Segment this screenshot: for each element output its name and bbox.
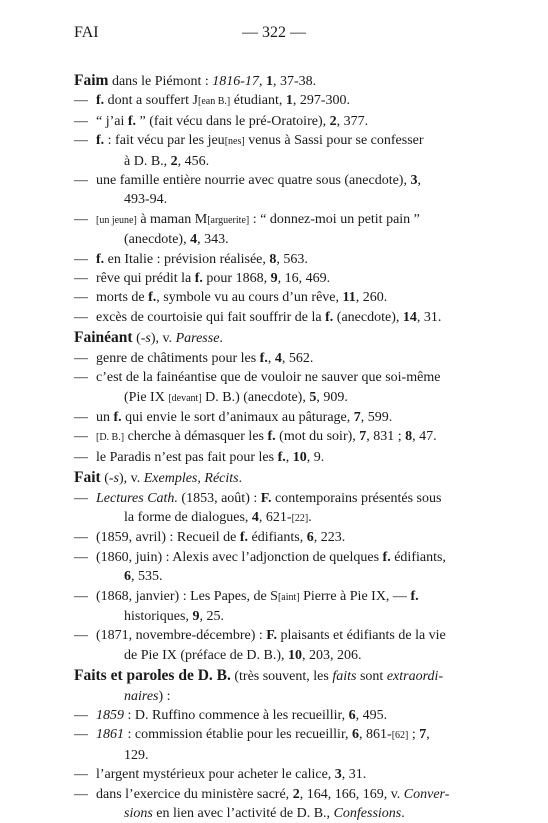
bold-text: f.: [277, 449, 286, 465]
bold-text: 6: [348, 708, 356, 723]
index-continuation-line: [74, 567, 472, 586]
index-subentry-line: [74, 427, 472, 447]
text-run: , 377.: [336, 113, 369, 129]
em-dash: —: [74, 449, 88, 465]
italic-text: 1816-17: [212, 74, 259, 89]
bracket-abbrev: [62]: [391, 730, 409, 742]
text-run: étudiant,: [230, 93, 286, 109]
bracket-abbrev: [un jeune]: [96, 214, 137, 226]
bold-text: f.: [96, 93, 105, 109]
index-subentry-line: [74, 626, 472, 645]
bold-text: 9: [270, 271, 278, 287]
index-subentry-line: [74, 785, 472, 804]
text-run: ” (fait vécu dans le pré-Oratoire),: [136, 113, 330, 129]
italic-text: s: [145, 331, 151, 347]
em-dash: —: [74, 767, 88, 783]
text-run: contemporains présentés sous: [271, 490, 442, 506]
bold-text: 9: [192, 608, 200, 624]
text-run: (1859, avril) : Recueil de: [96, 530, 240, 546]
bold-text: 7: [359, 429, 367, 445]
index-continuation-line: [74, 646, 472, 665]
bold-text: 6: [352, 727, 360, 743]
text-run: ,: [197, 471, 205, 487]
text-run: (1860, juin) : Alexis avec l’adjonction de quelques: [96, 549, 383, 565]
bold-text: f.: [410, 588, 419, 604]
bracket-abbrev: [22]: [291, 512, 309, 524]
page-header: [74, 24, 474, 44]
bold-text: 1: [265, 74, 273, 89]
text-run: (mot du soir),: [275, 429, 360, 445]
text-run: la forme de dialogues,: [124, 509, 252, 525]
italic-text: sions: [124, 806, 153, 822]
text-run: plaisants et édifiants de la vie: [277, 628, 446, 644]
index-subentry-line: [74, 288, 472, 307]
text-run: , 563.: [276, 251, 308, 267]
index-subentry-line: [74, 548, 472, 567]
running-head: FAI: [74, 24, 99, 41]
text-run: (1868, janvier) : Les Papes, de S: [96, 588, 278, 604]
bold-text: 2: [170, 153, 178, 169]
index-headword-line: [74, 328, 472, 348]
text-run: , 831 ;: [366, 429, 406, 445]
text-run: , 861-: [359, 727, 392, 743]
text-run: .: [401, 806, 405, 822]
text-run: venus à Sassi pour se confesser: [244, 133, 424, 149]
bold-text: 1: [285, 93, 293, 109]
italic-text: Confessions: [333, 806, 402, 822]
index-subentry-line: [74, 706, 472, 725]
text-run: dans l’exercice du ministère sacré,: [96, 786, 293, 802]
text-run: ;: [408, 727, 420, 743]
index-continuation-line: [74, 152, 472, 171]
text-run: à maman M: [136, 211, 208, 227]
bold-text: f.: [148, 290, 157, 306]
index-headword-line: [74, 71, 472, 91]
index-subentry-line: [74, 308, 472, 327]
text-run: ,: [426, 727, 430, 743]
italic-text: faits: [332, 669, 357, 685]
bold-text: 6: [124, 569, 131, 585]
bold-text: F.: [260, 490, 272, 506]
bold-text: f.: [325, 309, 334, 325]
bold-text: Faim: [74, 72, 109, 89]
italic-text: s: [113, 471, 119, 487]
text-run: , 31.: [341, 767, 367, 783]
bold-text: 6: [306, 530, 314, 546]
bracket-abbrev: [devant]: [168, 392, 202, 404]
italic-text: 1859: [96, 708, 124, 723]
index-subentry-line: [74, 171, 472, 190]
text-run: , 47.: [412, 429, 437, 445]
text-run: (1853, août) :: [177, 490, 261, 506]
index-subentry-line: [74, 448, 472, 467]
text-run: édifiants,: [390, 549, 446, 565]
bold-text: 4: [190, 232, 198, 248]
italic-text: 1861: [96, 727, 124, 743]
text-run: dont a souffert J: [104, 93, 199, 109]
em-dash: —: [74, 251, 88, 267]
text-run: le Paradis n’est pas fait pour les: [96, 449, 278, 465]
text-run: qui envie le sort d’animaux au pâturage,: [121, 409, 354, 425]
text-run: .: [308, 509, 312, 525]
index-subentry-line: [74, 250, 472, 269]
bold-text: 10: [288, 647, 303, 663]
bold-text: Fait: [74, 469, 101, 487]
index-continuation-line: [74, 804, 472, 823]
text-run: un: [96, 409, 114, 425]
em-dash: —: [74, 708, 88, 723]
em-dash: —: [74, 370, 88, 386]
bold-text: f.: [194, 271, 203, 287]
italic-text: Conver-: [403, 786, 450, 802]
em-dash: —: [74, 290, 88, 306]
page-number: — 322 —: [242, 24, 306, 41]
text-run: , 343.: [197, 232, 229, 248]
em-dash: —: [74, 530, 88, 546]
text-run: (-: [100, 471, 114, 487]
text-run: , 456.: [177, 153, 210, 169]
italic-text: Exemples: [143, 471, 198, 487]
text-run: .: [238, 471, 243, 487]
index-subentry-line: [74, 528, 472, 547]
index-subentry-line: [74, 765, 472, 784]
em-dash: —: [74, 113, 88, 129]
text-run: , symbole vu au cours d’un rêve,: [156, 290, 343, 306]
em-dash: —: [74, 786, 88, 802]
bold-text: 7: [419, 727, 427, 743]
text-run: dans le Piémont :: [108, 74, 213, 89]
text-run: , 621-: [258, 509, 292, 525]
text-run: , 599.: [360, 409, 393, 425]
text-run: (-: [132, 331, 146, 347]
text-run: , 37-38.: [272, 74, 317, 89]
italic-text: Lectures Cath.: [96, 490, 178, 506]
index-continuation-line: [74, 607, 472, 626]
bracket-abbrev: [nes]: [224, 136, 245, 148]
text-run: de Pie IX (préface de D. B.),: [124, 647, 289, 663]
index-continuation-line: [74, 190, 472, 209]
index-entries: [74, 71, 472, 823]
em-dash: —: [74, 211, 88, 227]
bracket-abbrev: [aint]: [277, 591, 300, 603]
index-subentry-line: [74, 131, 472, 151]
text-run: genre de châtiments pour les: [96, 350, 260, 366]
text-run: sont: [356, 669, 387, 685]
text-run: une famille entière nourrie avec quatre sous (anecdote),: [96, 173, 411, 189]
bold-text: F.: [266, 628, 278, 644]
text-run: (Pie IX: [124, 389, 169, 405]
em-dash: —: [74, 271, 88, 287]
bold-text: Fainéant: [74, 329, 133, 347]
bold-text: 5: [309, 389, 317, 405]
bold-text: 3: [410, 173, 418, 189]
text-run: cherche à démasquer les: [124, 429, 268, 445]
italic-text: extraordi-: [386, 669, 444, 685]
italic-text: Paresse: [175, 331, 220, 347]
index-subentry-line: [74, 349, 472, 368]
index-subentry-line: [74, 408, 472, 427]
em-dash: —: [74, 549, 88, 565]
text-run: , 297-300.: [292, 93, 351, 109]
text-run: 493-94.: [124, 192, 168, 208]
index-headword-line: [74, 468, 472, 488]
text-run: : fait vécu par les jeu: [104, 133, 225, 149]
text-run: , 495.: [355, 708, 388, 723]
em-dash: —: [74, 133, 88, 149]
em-dash: —: [74, 409, 88, 425]
italic-text: naires: [124, 688, 159, 704]
index-continuation-line: [74, 230, 472, 249]
index-subentry-line: [74, 91, 472, 111]
text-run: ), v.: [118, 471, 144, 487]
text-run: , 164, 166, 169, v.: [299, 786, 404, 802]
text-run: c’est de la fainéantise que de vouloir ne sauver que soi-même: [96, 370, 441, 386]
bold-text: 4: [274, 350, 282, 366]
bold-text: 11: [342, 290, 356, 306]
bold-text: 8: [405, 429, 413, 445]
text-run: : “ donnez-moi un petit pain ”: [249, 211, 420, 227]
text-run: , 25.: [199, 608, 224, 624]
bold-text: f.: [127, 113, 137, 129]
text-run: ,: [417, 173, 421, 189]
text-run: , 9.: [306, 449, 325, 465]
index-subentry-line: [74, 210, 472, 230]
em-dash: —: [74, 173, 88, 189]
index-continuation-line: [74, 687, 472, 706]
text-run: l’argent mystérieux pour acheter le calice,: [96, 767, 335, 783]
em-dash: —: [74, 727, 88, 743]
text-run: en Italie : prévision réalisée,: [104, 251, 270, 267]
bold-text: 14: [402, 309, 417, 325]
text-run: (anecdote),: [124, 232, 191, 248]
index-subentry-line: [74, 269, 472, 288]
text-run: ,: [285, 449, 293, 465]
bold-text: Faits et paroles de D. B.: [74, 667, 231, 685]
bold-text: 8: [269, 251, 277, 267]
bracket-abbrev: [D. B.]: [96, 432, 125, 444]
text-run: ) :: [158, 688, 171, 704]
text-run: , 535.: [131, 569, 163, 585]
text-run: , 16, 469.: [277, 271, 331, 287]
text-run: pour 1868,: [202, 271, 271, 287]
index-subentry-line: [74, 112, 472, 131]
text-run: ), v.: [150, 331, 176, 347]
bold-text: f.: [267, 429, 276, 445]
index-subentry-line: [74, 725, 472, 745]
text-run: (anecdote),: [333, 309, 403, 325]
text-run: , 223.: [313, 530, 346, 546]
text-run: Pierre à Pie IX, —: [299, 588, 411, 604]
em-dash: —: [74, 429, 88, 445]
text-run: (très souvent, les: [230, 669, 333, 685]
text-run: ,: [267, 350, 275, 366]
em-dash: —: [74, 93, 88, 109]
bold-text: 2: [292, 786, 300, 802]
index-subentry-line: [74, 489, 472, 508]
bold-text: 4: [251, 509, 259, 525]
bold-text: f.: [259, 350, 268, 366]
em-dash: —: [74, 309, 88, 325]
bracket-abbrev: [arguerite]: [207, 214, 250, 226]
text-run: historiques,: [124, 608, 193, 624]
text-run: , 260.: [355, 290, 388, 306]
bold-text: f.: [96, 133, 105, 149]
em-dash: —: [74, 490, 88, 506]
index-continuation-line: [74, 508, 472, 528]
bracket-abbrev: [ean B.]: [198, 96, 231, 108]
italic-text: Récits: [204, 471, 239, 487]
text-run: édifiants,: [248, 530, 307, 546]
text-run: D. B.) (anecdote),: [201, 389, 310, 405]
text-run: ,: [258, 74, 266, 89]
text-run: , 562.: [281, 350, 314, 366]
em-dash: —: [74, 350, 88, 366]
text-run: morts de: [96, 290, 149, 306]
bold-text: f.: [382, 549, 391, 565]
index-continuation-line: [74, 388, 472, 408]
text-run: en lien avec l’activité de D. B.,: [152, 806, 334, 822]
text-run: , 31.: [416, 309, 442, 325]
bold-text: 7: [353, 409, 361, 425]
bold-text: f.: [96, 251, 105, 267]
index-continuation-line: [74, 746, 472, 765]
index-subentry-line: [74, 368, 472, 387]
bold-text: 10: [292, 449, 307, 465]
bold-text: 3: [334, 767, 342, 783]
text-run: .: [219, 331, 223, 347]
em-dash: —: [74, 588, 88, 604]
bold-text: f.: [113, 409, 122, 425]
bold-text: 2: [329, 113, 337, 129]
text-run: 129.: [124, 747, 149, 763]
index-subentry-line: [74, 587, 472, 607]
text-run: rêve qui prédit la: [96, 271, 195, 287]
text-run: : commission établie pour les recueillir,: [124, 727, 353, 743]
text-run: , 203, 206.: [302, 647, 362, 663]
text-run: : D. Ruffino commence à les recueillir,: [124, 708, 349, 723]
em-dash: —: [74, 628, 88, 644]
text-run: “ j’ai: [96, 113, 128, 129]
text-run: , 909.: [316, 389, 348, 405]
text-run: excès de courtoisie qui fait souffrir de la: [96, 309, 326, 325]
text-run: (1871, novembre-décembre) :: [96, 628, 267, 644]
bold-text: f.: [239, 530, 249, 546]
text-run: à D. B.,: [124, 153, 171, 169]
index-headword-line: [74, 666, 472, 686]
